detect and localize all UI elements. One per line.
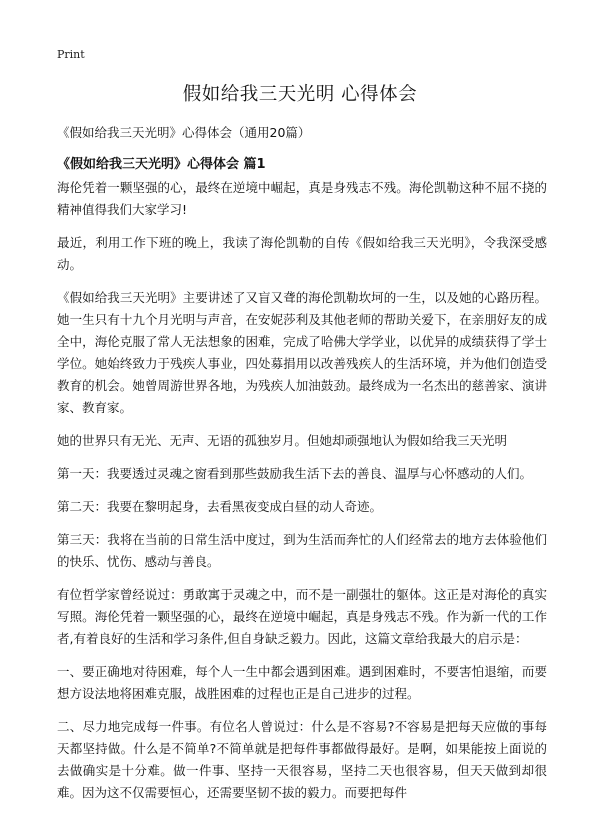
paragraph: 有位哲学家曾经说过：勇敢寓于灵魂之中，而不是一副强壮的躯体。这正是对海伦的真实写照。海伦凭着一颗坚强的心，最终在逆境中崛起，真是身残志不残。作为新一代的工作者,有着良好的生活和学习条件,但自身缺乏毅力。因此，这篇文章给我最大的启示是： [57,587,547,646]
page-title: 假如给我三天光明 心得体会 [182,84,418,105]
document-subtitle: 《假如给我三天光明》心得体会（通用20篇） [57,125,311,140]
print-link[interactable]: Print [57,48,85,61]
section-heading: 《假如给我三天光明》心得体会 篇1 [57,157,266,172]
paragraph: 第二天：我要在黎明起身，去看黑夜变成白昼的动人奇迹。 [57,499,383,514]
paragraph: 二、尽力地完成每一件事。有位名人曾说过：什么是不容易?不容易是把每天应做的事每天都坚持做。什么是不简单?不简单就是把每件事都做得最好。是啊，如果能按上面说的去做确实是十分难。做一件事、坚持一天很容易，坚持二天也很容易，但天天做到却很难。因为这不仅需要恒心，还需要坚韧不拔的毅力。而要把每件 [57,719,547,800]
paragraph: 《假如给我三天光明》主要讲述了又盲又聋的海伦凯勒坎坷的一生，以及她的心路历程。她一生只有十九个月光明与声音，在安妮莎利及其他老师的帮助关爱下，在亲朋好友的成全中，海伦克服了常人无法想象的困难，完成了哈佛大学学业，以优异的成绩获得了学士学位。她始终致力于残疾人事业，四处募捐用以改善残疾人的生活环境，并为他们创造受教育的机会。她曾周游世界各地，为残疾人加油鼓劲。最终成为一名杰出的慈善家、演讲家、教育家。 [57,290,547,415]
article-body [57,177,547,815]
paragraph: 她的世界只有无光、无声、无语的孤独岁月。但她却顽强地认为假如给我三天光明 [57,433,508,448]
paragraph: 一、要正确地对待困难，每个人一生中都会遇到困难。遇到困难时，不要害怕退缩，而要想方设法地将困难克服，战胜困难的过程也正是自己进步的过程。 [57,664,547,701]
paragraph: 第一天：我要透过灵魂之窗看到那些鼓励我生活下去的善良、温厚与心怀感动的人们。 [57,466,533,481]
paragraph: 第三天：我将在当前的日常生活中度过，到为生活而奔忙的人们经常去的地方去体验他们的快乐、忧伤、感动与善良。 [57,532,547,569]
paragraph: 最近，利用工作下班的晚上，我读了海伦凯勒的自传《假如给我三天光明》，令我深受感动。 [57,235,547,272]
paragraph: 海伦凭着一颗坚强的心，最终在逆境中崛起，真是身残志不残。海伦凯勒这种不屈不挠的精神值得我们大家学习! [57,180,547,217]
